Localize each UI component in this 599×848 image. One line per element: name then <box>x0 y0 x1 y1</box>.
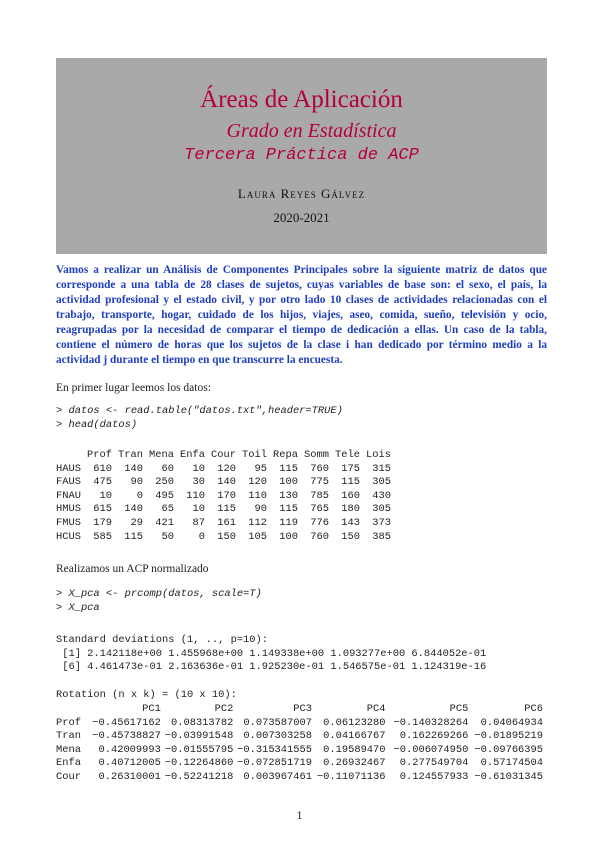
table-cell: 115 <box>124 530 143 543</box>
table-cell: 610 <box>93 462 112 475</box>
table-cell: 175 <box>341 462 360 475</box>
table-cell: 0 <box>198 530 205 543</box>
table-cell: 110 <box>186 489 205 502</box>
column-header: PC1 <box>142 703 161 715</box>
column-header <box>56 449 81 463</box>
table-cell: 140 <box>217 476 236 489</box>
table-cell: 0 <box>136 489 143 502</box>
table-cell: 785 <box>310 489 329 502</box>
column-header: Lois <box>366 449 391 461</box>
title-block <box>56 58 547 254</box>
table-cell: 765 <box>310 503 329 516</box>
column-header: Tran <box>118 449 143 461</box>
table-cell: 110 <box>248 489 267 502</box>
output-line: [6] 4.461473e-01 2.163636e-01 1.925230e-01 1.546575e-01 1.124319e-16 <box>56 661 487 674</box>
table-cell: 120 <box>248 476 267 489</box>
author: Laura Reyes Gálvez <box>237 186 366 201</box>
table-cell: 115 <box>341 476 360 489</box>
rotation-header: Rotation (n x k) = (10 x 10): <box>56 689 237 701</box>
code-block-pca <box>56 588 262 615</box>
table-row <box>56 744 543 758</box>
sd-output <box>56 634 486 675</box>
column-header: Toil <box>242 449 267 461</box>
table-cell: 87 <box>192 516 205 529</box>
table-cell: 161 <box>217 516 236 529</box>
column-header: Mena <box>149 449 174 461</box>
table-row <box>56 757 543 771</box>
table-cell: 305 <box>372 476 391 489</box>
table-row <box>56 771 543 785</box>
column-header: Somm <box>304 449 329 461</box>
table-cell: 0.08313782 <box>171 716 234 729</box>
row-label: HCUS <box>56 530 81 543</box>
table-cell: −0.45617162 <box>92 716 161 729</box>
table-cell: 90 <box>130 476 143 489</box>
table-cell: 0.26310001 <box>98 770 161 783</box>
code-block-read <box>56 405 343 432</box>
table-cell: 60 <box>161 462 174 475</box>
row-label: HAUS <box>56 462 81 475</box>
table-cell: −0.140328264 <box>393 716 469 729</box>
table-cell: 615 <box>93 503 112 516</box>
table-cell: 776 <box>310 516 329 529</box>
table-cell: 760 <box>310 530 329 543</box>
table-cell: 421 <box>155 516 174 529</box>
code-line: > X_pca <- prcomp(datos, scale=T) <box>56 588 262 600</box>
table-cell: 119 <box>279 516 298 529</box>
table-cell: 495 <box>155 489 174 502</box>
table-cell: 0.40712005 <box>98 757 161 770</box>
column-header: Prof <box>87 449 112 461</box>
table-cell: 0.57174504 <box>480 757 543 770</box>
table-cell: 0.003967461 <box>243 770 312 783</box>
table-cell: 0.04064934 <box>480 716 543 729</box>
table-cell: 115 <box>279 503 298 516</box>
table-cell: 160 <box>341 489 360 502</box>
column-header: Cour <box>211 449 236 461</box>
table-row <box>56 717 543 731</box>
code-line: > datos <- read.table("datos.txt",header=TRUE) <box>56 405 343 417</box>
table-row <box>56 531 391 545</box>
table-cell: 180 <box>341 503 360 516</box>
row-label: Mena <box>56 743 81 756</box>
table-cell: 105 <box>248 530 267 543</box>
code-line: > head(datos) <box>56 418 138 431</box>
table-cell: 385 <box>372 530 391 543</box>
table-cell: 150 <box>217 530 236 543</box>
table-cell: 0.124557933 <box>399 770 469 783</box>
table-cell: 315 <box>372 462 391 475</box>
column-header <box>56 703 84 717</box>
table-cell: −0.61031345 <box>474 770 543 783</box>
table-cell: 760 <box>310 462 329 475</box>
row-label: Enfa <box>56 757 81 770</box>
paragraph-pca: Realizamos un ACP normalizado <box>56 563 209 575</box>
table-cell: 0.42009993 <box>98 743 161 756</box>
table-cell: 0.073587007 <box>243 716 312 729</box>
table-row <box>56 463 391 477</box>
output-line: [1] 2.142118e+00 1.455968e+00 1.149338e+00 1.093277e+00 6.844052e-01 <box>56 647 487 660</box>
table-cell: 50 <box>161 530 174 543</box>
table-cell: 30 <box>192 476 205 489</box>
table-cell: −0.09766395 <box>474 743 543 756</box>
table-cell: −0.072851719 <box>237 757 312 770</box>
table-cell: 120 <box>217 462 236 475</box>
table-row <box>56 730 543 744</box>
row-label: FMUS <box>56 516 81 529</box>
column-header: PC4 <box>366 703 386 715</box>
table-row <box>56 517 391 531</box>
table-cell: 0.19589470 <box>323 743 386 756</box>
table-cell: 115 <box>217 503 236 516</box>
table-cell: 140 <box>124 503 143 516</box>
table-cell: 0.007303258 <box>243 730 312 743</box>
column-header: PC6 <box>524 703 543 715</box>
table-cell: −0.006074950 <box>393 743 469 756</box>
table-row <box>56 476 391 490</box>
column-header: PC5 <box>449 703 469 715</box>
table-cell: 150 <box>341 530 360 543</box>
academic-year: 2020-2021 <box>273 210 330 225</box>
row-label: FNAU <box>56 489 81 502</box>
table-cell: −0.52241218 <box>164 770 234 783</box>
table-cell: −0.45738827 <box>92 730 161 743</box>
row-label: Prof <box>56 716 81 729</box>
output-line: Standard deviations (1, .., p=10): <box>56 634 269 646</box>
table-cell: 130 <box>279 489 298 502</box>
table-cell: −0.03991548 <box>164 730 234 743</box>
column-header: Repa <box>273 449 298 461</box>
table-cell: 0.06123280 <box>323 716 386 729</box>
intro-paragraph: Vamos a realizar un Análisis de Componentes Principales sobre la siguiente matriz de datos que corresponde a una tabla de 28 clases de sujetos, cuyas variables de base son: el sexo, el país, la actividad profesional y el estado civil, y por otro lado 10 clases de actividades relacionadas con el trabajo, transporte, hogar, cuidado de los hijos, viajes, aseo, comida, sueño, televisión y ocio, reagrupadas por la necesidad de comparar el tiempo de dedicación a ellas. Un caso de la tabla, contiene el número de horas que los sujetos de la clase i han dedicado por término medio a la actividad j durante el tiempo en que transcurre la encuesta. <box>56 264 547 366</box>
row-label: FAUS <box>56 476 81 489</box>
table-cell: −0.01895219 <box>474 730 543 743</box>
table-cell: 29 <box>130 516 143 529</box>
table-row <box>56 490 391 504</box>
table-cell: 10 <box>99 489 112 502</box>
rotation-table <box>56 703 543 785</box>
table-cell: 100 <box>279 476 298 489</box>
table-cell: 585 <box>93 530 112 543</box>
table-cell: 10 <box>192 503 205 516</box>
table-cell: 0.04166767 <box>323 730 386 743</box>
table-cell: 305 <box>372 503 391 516</box>
table-cell: 430 <box>372 489 391 502</box>
table-cell: 475 <box>93 476 112 489</box>
table-cell: 65 <box>161 503 174 516</box>
table-cell: 143 <box>341 516 360 529</box>
code-line: > X_pca <box>56 601 100 614</box>
document-subtitle: Grado en Estadística <box>226 120 397 142</box>
table-row <box>56 503 391 517</box>
table-cell: 775 <box>310 476 329 489</box>
row-label: Cour <box>56 770 81 783</box>
table-cell: 250 <box>155 476 174 489</box>
table-cell: 100 <box>279 530 298 543</box>
column-header: Enfa <box>180 449 205 461</box>
column-header: PC2 <box>214 703 234 715</box>
table-cell: −0.01555795 <box>164 743 234 756</box>
table-cell: 0.277549704 <box>399 757 469 770</box>
table-cell: 10 <box>192 462 205 475</box>
table-cell: 170 <box>217 489 236 502</box>
paragraph-read-data: En primer lugar leemos los datos: <box>56 382 211 394</box>
table-cell: 95 <box>254 462 267 475</box>
table-cell: −0.12264860 <box>164 757 234 770</box>
page-number: 1 <box>296 808 303 822</box>
table-cell: 112 <box>248 516 267 529</box>
table-cell: −0.315341555 <box>237 743 312 756</box>
table-cell: 0.162269266 <box>399 730 469 743</box>
table-cell: 373 <box>372 516 391 529</box>
table-cell: 179 <box>93 516 112 529</box>
document-subtitle-2: Tercera Práctica de ACP <box>184 146 419 165</box>
table-cell: 0.26932467 <box>323 757 386 770</box>
table-cell: −0.11071136 <box>316 770 386 783</box>
table-cell: 115 <box>279 462 298 475</box>
column-header: Tele <box>335 449 360 461</box>
column-header: PC3 <box>293 703 312 715</box>
data-table <box>56 449 391 544</box>
row-label: HMUS <box>56 503 81 516</box>
row-label: Tran <box>56 730 81 743</box>
document-title: Áreas de Aplicación <box>200 86 403 113</box>
table-cell: 140 <box>124 462 143 475</box>
table-cell: 90 <box>254 503 267 516</box>
